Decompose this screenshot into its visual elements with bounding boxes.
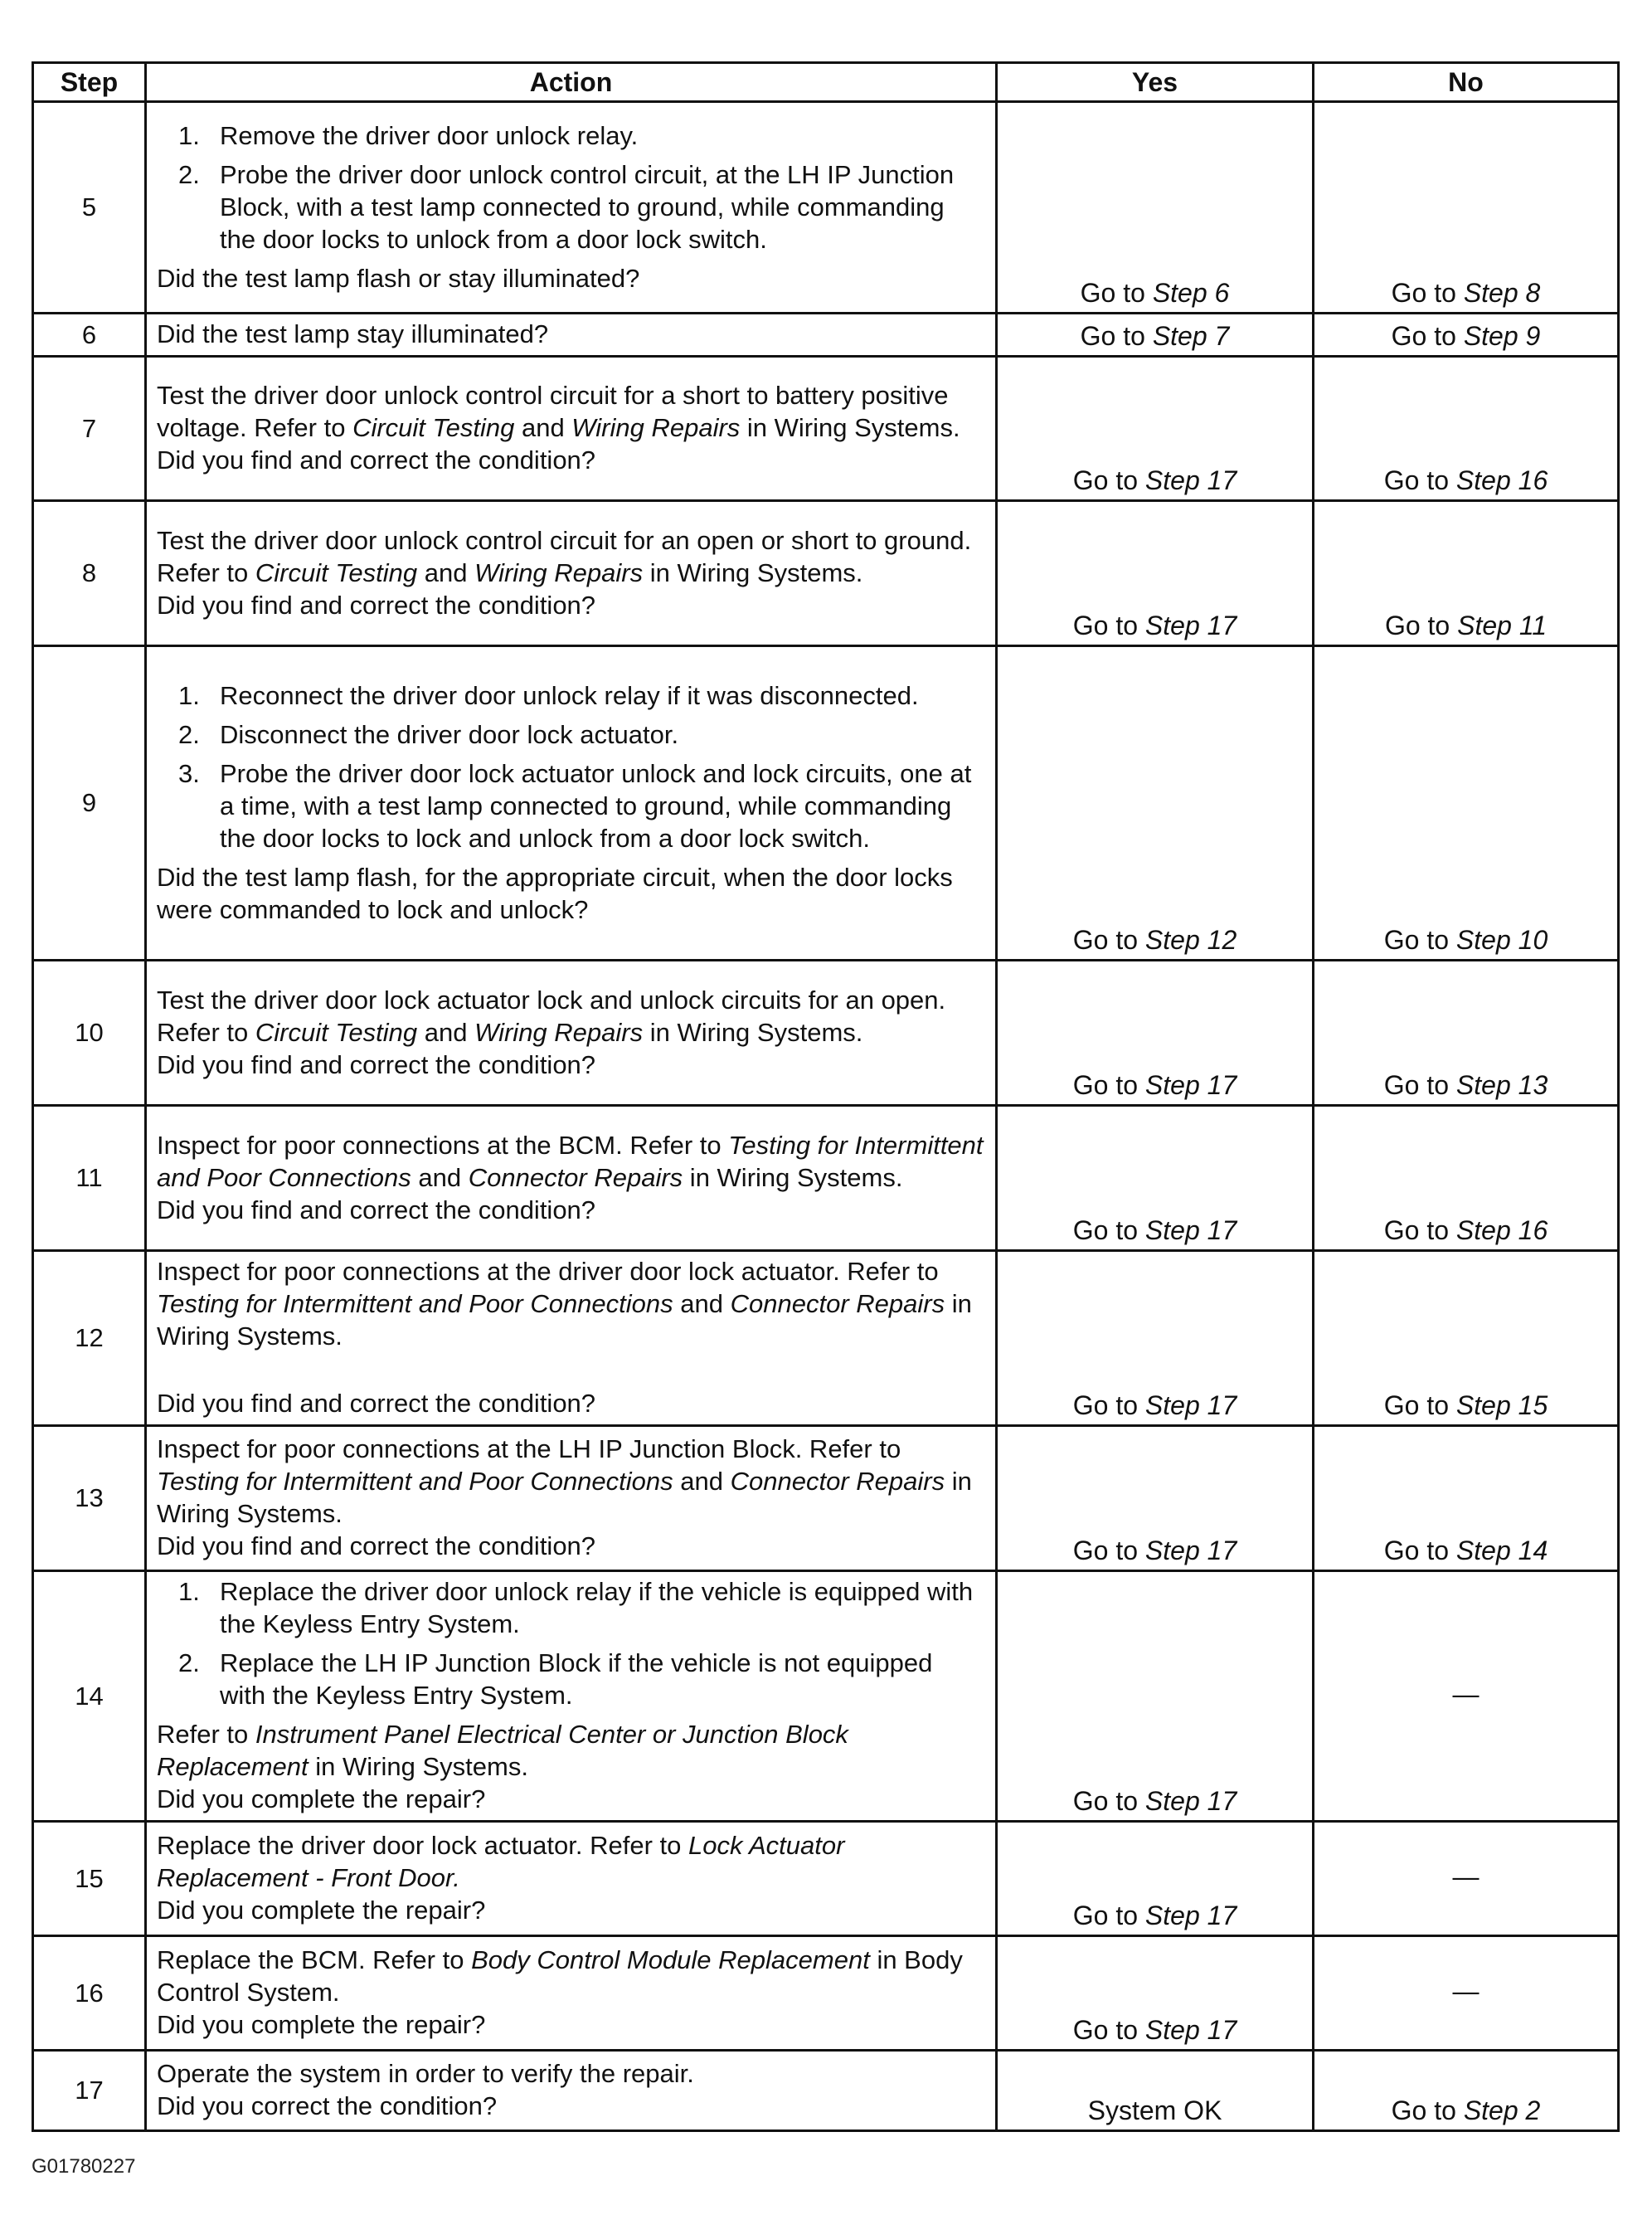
yes-result (997, 357, 1314, 501)
action-question (157, 2008, 985, 2041)
step-number: 8 (33, 501, 146, 646)
action-question (157, 2090, 985, 2122)
text-run: and (673, 1467, 731, 1496)
step-number: 16 (33, 1936, 146, 2051)
action-cell (146, 1571, 997, 1822)
text-run: Go to (1383, 925, 1456, 955)
text-run: Go to (1072, 1536, 1145, 1565)
action-paragraph (157, 379, 985, 444)
list-number: 1. (178, 1577, 200, 1606)
text-run: and (417, 1017, 475, 1047)
text-run: Did you complete the repair? (157, 1784, 486, 1813)
text-run: Did the test lamp flash or stay illuminated? (157, 263, 640, 293)
text-run: Test the driver door lock actuator lock and unlock circuits for an open. Refer to (157, 985, 946, 1047)
reference-link-text: Step 17 (1144, 1215, 1237, 1245)
reference-link-text: Wiring Repairs (474, 557, 644, 587)
reference-link-text: Circuit Testing (255, 1017, 418, 1047)
text-run: Test the driver door unlock control circuit for a short to battery positive voltage. Refer to (157, 381, 949, 442)
text-run: — (1452, 1679, 1480, 1709)
yes-result (997, 102, 1314, 314)
header-no: No (1314, 63, 1619, 102)
table-row (33, 1936, 1619, 2051)
action-question (157, 262, 985, 294)
action-cell (146, 1936, 997, 2051)
step-number: 7 (33, 357, 146, 501)
text-run: Go to (1383, 1215, 1456, 1245)
text-run: Go to (1383, 1070, 1456, 1100)
step-number: 17 (33, 2051, 146, 2131)
action-cell (146, 1106, 997, 1251)
text-run: — (1452, 1862, 1480, 1891)
action-cell (146, 501, 997, 646)
yes-result (997, 2051, 1314, 2131)
no-result (1314, 646, 1619, 961)
text-run: in Wiring Systems. (157, 1467, 972, 1528)
list-item (157, 1647, 985, 1711)
text-run: Go to (1383, 465, 1456, 495)
action-cell (146, 1822, 997, 1936)
step-number: 9 (33, 646, 146, 961)
list-number: 1. (178, 120, 200, 150)
action-cell (146, 357, 997, 501)
table-row (33, 102, 1619, 314)
text-run: Refer to (157, 1720, 255, 1749)
text-run: Test the driver door unlock control circuit for an open or short to ground. Refer to (157, 525, 972, 587)
yes-result (997, 1426, 1314, 1571)
yes-result (997, 1571, 1314, 1822)
text-run: and (417, 557, 475, 587)
list-number: 1. (178, 680, 200, 710)
header-step: Step (33, 63, 146, 102)
no-result (1314, 1106, 1619, 1251)
action-question (157, 589, 985, 621)
reference-link-text: Circuit Testing (255, 557, 418, 587)
reference-link-text: Step 8 (1463, 278, 1541, 308)
action-paragraph (157, 1129, 985, 1194)
reference-link-text: Step 2 (1463, 2095, 1541, 2125)
text-run: in Wiring Systems. (683, 1162, 903, 1192)
action-question (157, 1894, 985, 1926)
text-run: Did you find and correct the condition? (157, 1195, 596, 1224)
action-question (157, 861, 985, 926)
text-run: Did you find and correct the condition? (157, 590, 596, 620)
step-number: 12 (33, 1251, 146, 1426)
action-question (157, 318, 985, 350)
text-run: Operate the system in order to verify the repair. (157, 2059, 694, 2088)
step-number: 5 (33, 102, 146, 314)
table-row (33, 2051, 1619, 2131)
action-question (157, 1049, 985, 1081)
text-run: Did the test lamp flash, for the appropriate circuit, when the door locks were commanded to lock and unlock? (157, 862, 953, 924)
reference-link-text: Step 12 (1144, 925, 1237, 955)
text-run: Go to (1383, 1390, 1456, 1420)
reference-link-text: Step 17 (1144, 1536, 1237, 1565)
text-run: Did you correct the condition? (157, 2091, 498, 2120)
text-run: Replace the driver door unlock relay if the vehicle is equipped with the Keyless Entry System. (220, 1577, 974, 1638)
text-run: Go to (1080, 321, 1153, 351)
reference-link-text: Wiring Repairs (474, 1017, 644, 1047)
text-run: Did you find and correct the condition? (157, 1049, 596, 1079)
reference-link-text: Step 13 (1455, 1070, 1548, 1100)
action-cell (146, 1251, 997, 1426)
table-row (33, 314, 1619, 357)
list-number: 2. (178, 719, 200, 749)
text-run: Disconnect the driver door lock actuator. (220, 719, 679, 749)
text-run: Replace the driver door lock actuator. Refer to (157, 1831, 688, 1860)
step-number: 15 (33, 1822, 146, 1936)
text-run: Replace the LH IP Junction Block if the vehicle is not equipped with the Keyless Entry System. (220, 1648, 933, 1710)
action-paragraph (157, 524, 985, 589)
table-row (33, 1106, 1619, 1251)
text-run: Did you complete the repair? (157, 1896, 486, 1925)
text-run: Remove the driver door unlock relay. (220, 120, 639, 150)
table-row (33, 357, 1619, 501)
list-number: 2. (178, 159, 200, 189)
figure-id: G01780227 (32, 2155, 136, 2178)
text-run: Go to (1080, 278, 1153, 308)
text-run: Go to (1072, 465, 1145, 495)
text-run: Go to (1072, 2015, 1145, 2045)
no-result (1314, 501, 1619, 646)
text-run: System OK (1087, 2095, 1222, 2125)
reference-link-text: Step 17 (1144, 1786, 1237, 1816)
action-cell (146, 102, 997, 314)
numbered-list (157, 1575, 985, 1711)
step-number: 10 (33, 961, 146, 1106)
reference-link-text: Step 9 (1463, 321, 1541, 351)
text-run: Did you complete the repair? (157, 2010, 486, 2039)
table-row (33, 961, 1619, 1106)
reference-link-text: Step 6 (1152, 278, 1230, 308)
diagnostic-table (32, 61, 1620, 2132)
list-number: 2. (178, 1648, 200, 1677)
text-run: Inspect for poor connections at the LH IP Junction Block. Refer to (157, 1434, 901, 1463)
reference-link-text: Testing for Intermittent and Poor Connections (157, 1467, 673, 1496)
text-run: in Wiring Systems. (308, 1752, 528, 1781)
table-row (33, 1571, 1619, 1822)
list-item (157, 119, 985, 152)
action-paragraph (157, 984, 985, 1049)
reference-link-text: Circuit Testing (352, 413, 515, 442)
action-cell (146, 961, 997, 1106)
step-number: 14 (33, 1571, 146, 1822)
text-run: Go to (1072, 925, 1145, 955)
reference-link-text: Step 16 (1455, 1215, 1548, 1245)
table-row (33, 1426, 1619, 1571)
no-result (1314, 357, 1619, 501)
yes-result (997, 961, 1314, 1106)
no-result (1314, 961, 1619, 1106)
reference-link-text: Step 17 (1144, 1901, 1237, 1930)
no-result (1314, 1936, 1619, 2051)
no-result (1314, 1426, 1619, 1571)
text-run: Did you find and correct the condition? (157, 1531, 596, 1560)
reference-link-text: Step 17 (1144, 611, 1237, 640)
action-question (157, 1530, 985, 1562)
reference-link-text: Connector Repairs (730, 1289, 945, 1318)
text-run: Go to (1072, 1390, 1145, 1420)
action-paragraph (157, 1433, 985, 1530)
reference-link-text: Instrument Panel Electrical Center or Junction Block Replacement (157, 1720, 848, 1781)
text-run: Reconnect the driver door unlock relay if it was disconnected. (220, 680, 919, 710)
table-row (33, 1822, 1619, 1936)
text-run: Go to (1072, 1901, 1145, 1930)
text-run: Did you find and correct the condition? (157, 445, 596, 475)
text-run: Did you find and correct the condition? (157, 1389, 596, 1418)
reference-link-text: Step 17 (1144, 1070, 1237, 1100)
yes-result (997, 1106, 1314, 1251)
reference-link-text: Step 15 (1455, 1390, 1548, 1420)
list-item (157, 718, 985, 751)
text-run: in Body Control System. (157, 1945, 963, 2007)
yes-result (997, 1936, 1314, 2051)
step-number: 6 (33, 314, 146, 357)
action-cell (146, 646, 997, 961)
no-result (1314, 2051, 1619, 2131)
no-result (1314, 102, 1619, 314)
text-run: Go to (1391, 321, 1464, 351)
action-paragraph (157, 1944, 985, 2008)
no-result (1314, 1571, 1619, 1822)
header-action: Action (146, 63, 997, 102)
text-run: Replace the BCM. Refer to (157, 1945, 472, 1974)
list-item (157, 679, 985, 712)
text-run: Go to (1072, 611, 1145, 640)
no-result (1314, 314, 1619, 357)
reference-link-text: Step 10 (1455, 925, 1548, 955)
yes-result (997, 1822, 1314, 1936)
text-run: in Wiring Systems. (157, 1289, 972, 1351)
list-item (157, 757, 985, 854)
reference-link-text: Body Control Module Replacement (471, 1945, 870, 1974)
text-run: Inspect for poor connections at the BCM. Refer to (157, 1130, 729, 1160)
text-run: Go to (1391, 2095, 1464, 2125)
reference-link-text: Step 11 (1457, 611, 1548, 640)
text-run: Probe the driver door lock actuator unlock and lock circuits, one at a time, with a test lamp connected to ground, while commanding the door locks to lock and unlock from a door lock switch. (220, 758, 972, 853)
text-run: Go to (1384, 611, 1458, 640)
action-paragraph (157, 1829, 985, 1894)
action-paragraph (157, 1718, 985, 1783)
text-run: and (673, 1289, 731, 1318)
action-question (157, 1783, 985, 1815)
text-run: Go to (1072, 1070, 1145, 1100)
text-run: Go to (1072, 1786, 1145, 1816)
reference-link-text: Connector Repairs (468, 1162, 683, 1192)
text-run: in Wiring Systems. (643, 1017, 863, 1047)
action-question (157, 1387, 985, 1419)
yes-result (997, 314, 1314, 357)
reference-link-text: Step 17 (1144, 465, 1237, 495)
text-run: Go to (1072, 1215, 1145, 1245)
numbered-list (157, 119, 985, 256)
text-run: and (514, 413, 572, 442)
no-result (1314, 1251, 1619, 1426)
header-yes: Yes (997, 63, 1314, 102)
text-run: and (411, 1162, 469, 1192)
action-paragraph (157, 1255, 985, 1352)
step-number: 13 (33, 1426, 146, 1571)
reference-link-text: Step 16 (1455, 465, 1548, 495)
yes-result (997, 1251, 1314, 1426)
text-run: in Wiring Systems. (740, 413, 960, 442)
reference-link-text: Testing for Intermittent and Poor Connections (157, 1130, 984, 1192)
text-run: Go to (1383, 1536, 1456, 1565)
numbered-list (157, 679, 985, 854)
yes-result (997, 501, 1314, 646)
no-result (1314, 1822, 1619, 1936)
text-run: Inspect for poor connections at the driver door lock actuator. Refer to (157, 1257, 939, 1286)
list-item (157, 158, 985, 256)
step-number: 11 (33, 1106, 146, 1251)
header-row (33, 63, 1619, 102)
text-run: Go to (1391, 278, 1464, 308)
reference-link-text: Connector Repairs (730, 1467, 945, 1496)
text-run: in Wiring Systems. (643, 557, 863, 587)
reference-link-text: Step 17 (1144, 2015, 1237, 2045)
action-question (157, 1194, 985, 1226)
text-run: — (1452, 1976, 1480, 2006)
action-cell (146, 1426, 997, 1571)
reference-link-text: Step 7 (1152, 321, 1230, 351)
table-row (33, 646, 1619, 961)
reference-link-text: Wiring Repairs (571, 413, 741, 442)
reference-link-text: Step 14 (1455, 1536, 1548, 1565)
action-question (157, 444, 985, 476)
action-cell (146, 2051, 997, 2131)
action-paragraph (157, 2057, 985, 2090)
reference-link-text: Testing for Intermittent and Poor Connections (157, 1289, 673, 1318)
text-run: Did the test lamp stay illuminated? (157, 319, 549, 348)
reference-link-text: Step 17 (1144, 1390, 1237, 1420)
text-run: Probe the driver door unlock control circuit, at the LH IP Junction Block, with a test lamp connected to ground, while commanding the door locks to unlock from a door lock switch. (220, 159, 955, 254)
table-row (33, 1251, 1619, 1426)
list-item (157, 1575, 985, 1640)
yes-result (997, 646, 1314, 961)
table-row (33, 501, 1619, 646)
table-body (33, 102, 1619, 2131)
action-cell (146, 314, 997, 357)
reference-link-text: Lock Actuator Replacement - Front Door. (157, 1831, 845, 1892)
list-number: 3. (178, 758, 200, 788)
spacer (157, 1352, 985, 1387)
